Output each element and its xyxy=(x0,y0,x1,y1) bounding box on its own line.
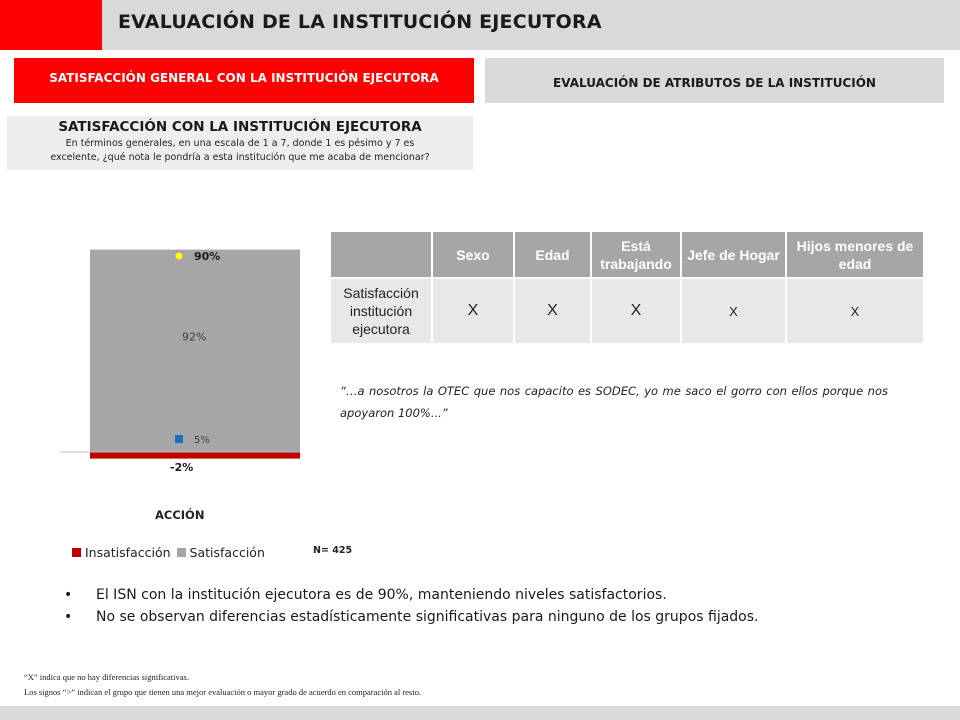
header-accent-block xyxy=(0,0,102,50)
conclusion-item: • No se observan diferencias estadísticamente significativas para ninguno de los grupos fijados. xyxy=(64,606,758,628)
question-title: SATISFACCIÓN CON LA INSTITUCIÓN EJECUTORA xyxy=(58,119,422,135)
isn-marker-label: 90% xyxy=(194,250,221,263)
chart-legend xyxy=(72,545,271,560)
table-cell-trabajando: X xyxy=(592,279,680,343)
legend-swatch-satisfaccion xyxy=(177,548,186,557)
table-cell-sexo: X xyxy=(433,279,513,343)
legend-label-insatisfaccion: Insatisfacción xyxy=(85,545,171,560)
table-cell-edad: X xyxy=(515,279,590,343)
footnote-line: “X” indica que no hay diferencias significativas. xyxy=(24,672,189,682)
bar-insatisfaccion xyxy=(90,452,300,459)
table-row xyxy=(331,279,923,343)
table-header-corner xyxy=(331,232,431,277)
legend-swatch-insatisfaccion xyxy=(72,548,81,557)
table-header-sexo: Sexo xyxy=(433,232,513,277)
satisfaction-bar-chart xyxy=(60,215,310,495)
table-header-trabajando: Está trabajando xyxy=(592,232,680,277)
table-cell-hijos: X xyxy=(787,279,923,343)
question-text-line-1: En términos generales, en una escala de 1 a 7, donde 1 es pésimo y 7 es xyxy=(65,138,415,149)
question-text xyxy=(7,137,473,165)
conclusions-list xyxy=(64,584,758,628)
table-header-edad: Edad xyxy=(515,232,590,277)
data-label-insatisfaccion: -2% xyxy=(170,461,194,474)
significance-table xyxy=(329,230,925,345)
chart-x-label: ACCIÓN xyxy=(155,508,205,522)
legend-item-insatisfaccion xyxy=(72,545,171,560)
blue-marker-label: 5% xyxy=(194,435,210,446)
table-row-label: Satisfacción institución ejecutora xyxy=(331,279,431,343)
table-header-jefe-hogar: Jefe de Hogar xyxy=(682,232,785,277)
bar-satisfaccion xyxy=(90,250,300,452)
tab-evaluacion-atributos[interactable]: EVALUACIÓN DE ATRIBUTOS DE LA INSTITUCIÓN xyxy=(485,58,944,103)
legend-item-satisfaccion xyxy=(177,545,265,560)
table-header-hijos: Hijos menores de edad xyxy=(787,232,923,277)
question-text-line-2: excelente, ¿qué nota le pondría a esta institución que me acaba de mencionar? xyxy=(50,152,430,163)
footnote-line: Los signos “>” indican el grupo que tienen una mejor evaluación o mayor grado de acuerdo en comparación al resto. xyxy=(24,687,422,697)
table-header-row xyxy=(331,232,923,277)
blue-marker-square xyxy=(175,435,183,443)
conclusion-item: • El ISN con la institución ejecutora es de 90%, manteniendo niveles satisfactorios. xyxy=(64,584,758,606)
legend-label-satisfaccion: Satisfacción xyxy=(189,545,265,560)
page-title: EVALUACIÓN DE LA INSTITUCIÓN EJECUTORA xyxy=(118,11,602,33)
question-box xyxy=(7,116,473,170)
tab-satisfaccion-general[interactable]: SATISFACCIÓN GENERAL CON LA INSTITUCIÓN EJECUTORA xyxy=(14,58,474,103)
footer-bar xyxy=(0,706,960,720)
table-cell-jefe-hogar: X xyxy=(682,279,785,343)
sample-size-label: N= 425 xyxy=(313,545,353,556)
isn-marker-circle xyxy=(176,253,183,260)
footnotes xyxy=(24,670,421,700)
data-label-satisfaccion: 92% xyxy=(182,330,207,344)
respondent-quote: “…a nosotros la OTEC que nos capacito es SODEC, yo me saco el gorro con ellos porque nos apoyaron 100%...” xyxy=(340,384,888,420)
